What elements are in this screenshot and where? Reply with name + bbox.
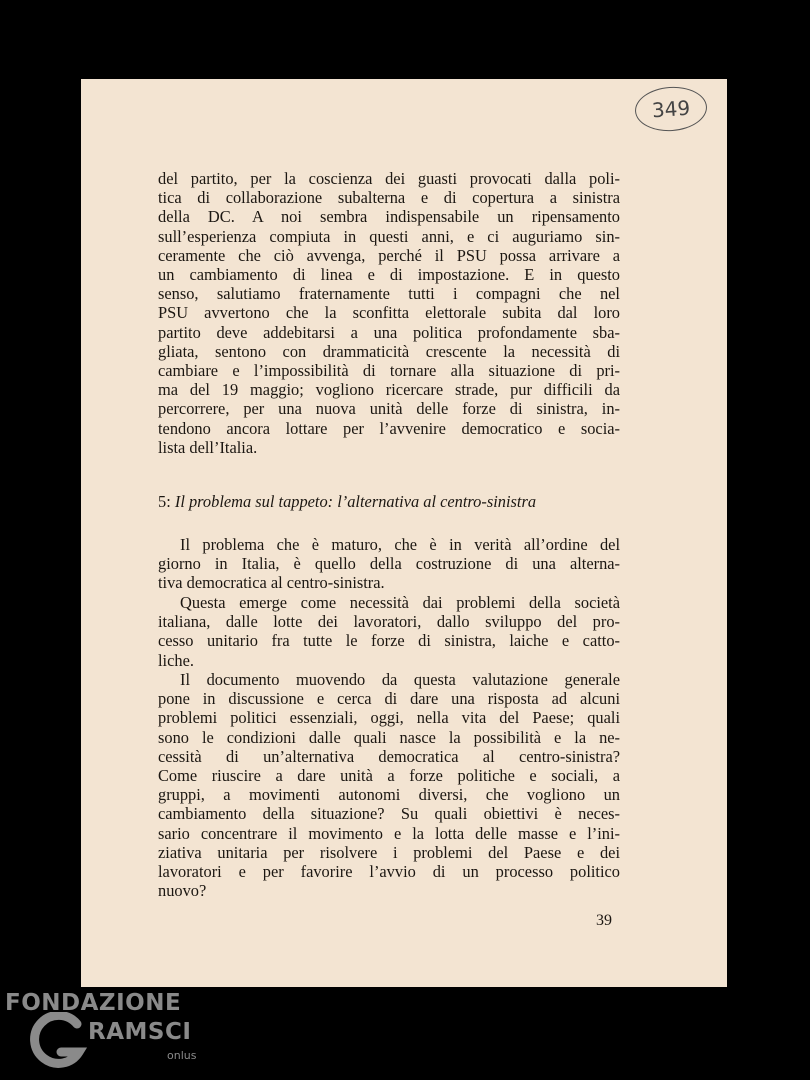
text-line: della DC. A noi sembra indispensabile un ripensamento	[158, 207, 620, 227]
text-line: tendono ancora lottare per l’avvenire democratico e socia-	[158, 418, 620, 438]
text-line: tiva democratica al centro-sinistra.	[158, 573, 385, 593]
text-line: senso, salutiamo fraternamente tutti i compagni che nel	[158, 284, 620, 304]
text-line: ziativa unitaria per risolvere i problemi del Paese e dei	[158, 842, 620, 862]
paragraph-1	[158, 169, 620, 457]
logo-g-mark-icon	[27, 1012, 89, 1072]
text-line: partito deve addebitarsi a una politica profondamente sba-	[158, 322, 620, 342]
text-line: cambiare e l’impossibilità di tornare alla situazione di pri-	[158, 361, 620, 381]
section-number: 5:	[158, 492, 171, 511]
logo-line-2: RAMSCI	[88, 1019, 192, 1045]
text-line: lavoratori e per favorire l’avvio di un processo politico	[158, 862, 620, 882]
text-line: cesso unitario fra tutte le forze di sinistra, laiche e catto-	[158, 631, 620, 651]
text-line: cambiamento della situazione? Su quali obiettivi è neces-	[158, 804, 620, 824]
text-line: cessità di un’alternativa democratica al centro-sinistra?	[158, 746, 620, 766]
paragraph-3	[158, 593, 620, 670]
section-heading	[158, 492, 628, 512]
text-line: liche.	[158, 650, 194, 670]
text-line: Il problema che è maturo, che è in verità all’ordine del	[180, 535, 620, 554]
text-line: Come riuscire a dare unità a forze politiche e sociali, a	[158, 766, 620, 786]
fondazione-gramsci-logo	[5, 990, 205, 1075]
text-line: giorno in Italia, è quello della costruzione di una alterna-	[158, 554, 620, 574]
logo-line-3: onlus	[167, 1049, 197, 1062]
paragraph-4	[158, 670, 620, 900]
text-line: percorrere, per una nuova unità delle forze di sinistra, in-	[158, 399, 620, 419]
text-line: tica di collaborazione subalterna e di copertura a sinistra	[158, 188, 620, 208]
document-page	[81, 79, 727, 987]
text-line: sull’esperienza compiuta in questi anni, e ci auguriamo sin-	[158, 226, 620, 246]
logo-line-1: FONDAZIONE	[5, 990, 182, 1016]
text-line: nuovo?	[158, 881, 207, 901]
text-line: sono le condizioni dalle quali nasce la possibilità e la ne-	[158, 727, 620, 747]
text-line: lista dell’Italia.	[158, 437, 258, 457]
text-line: sario concentrare il movimento e la lotta delle masse e l’ini-	[158, 823, 620, 843]
text-line: Il documento muovendo da questa valutazione generale	[180, 670, 620, 689]
text-line: del partito, per la coscienza dei guasti provocati dalla poli-	[158, 169, 620, 188]
text-line: Questa emerge come necessità dai problemi della società	[180, 593, 620, 612]
text-line: un cambiamento di linea e di impostazione. E in questo	[158, 265, 620, 285]
text-line: ma del 19 maggio; vogliono ricercare strade, pur difficili da	[158, 380, 620, 400]
text-line: italiana, dalle lotte dei lavoratori, dallo sviluppo del pro-	[158, 612, 620, 632]
page-number: 39	[596, 912, 612, 929]
text-line: ceramente che ciò avvenga, perché il PSU possa arrivare a	[158, 245, 620, 265]
text-line: pone in discussione e cerca di dare una risposta ad alcuni	[158, 689, 620, 709]
text-line: gliata, sentono con drammaticità crescente la necessità di	[158, 341, 620, 361]
paragraph-2	[158, 535, 620, 593]
text-line: gruppi, a movimenti autonomi diversi, che vogliono un	[158, 785, 620, 805]
text-line: problemi politici essenziali, oggi, nella vita del Paese; quali	[158, 708, 620, 728]
section-title: Il problema sul tappeto: l’alternativa al centro-sinistra	[174, 492, 537, 511]
text-line: PSU avvertono che la sconfitta elettorale subita dal loro	[158, 303, 620, 323]
archive-number-stamp: 349	[634, 85, 709, 134]
